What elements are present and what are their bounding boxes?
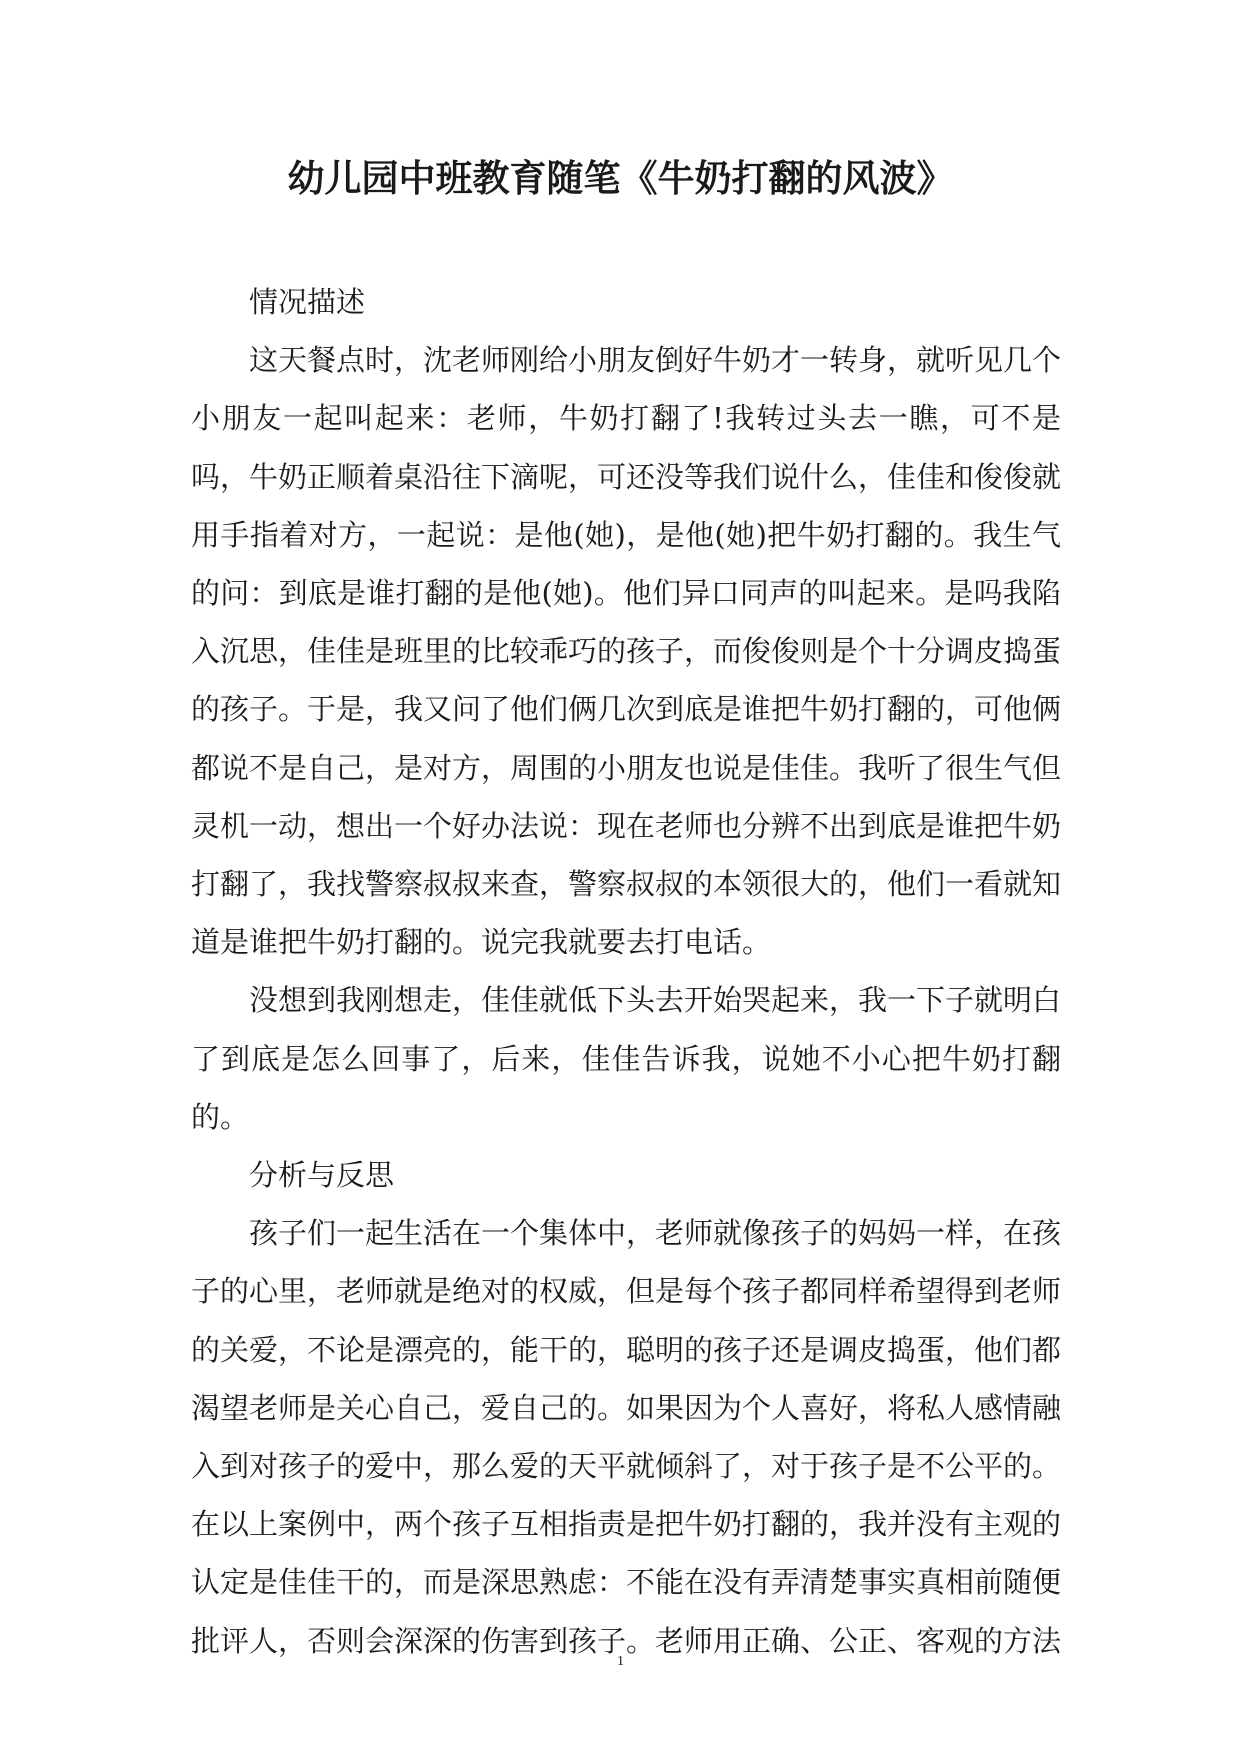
document-body [191,273,1061,1670]
paragraph-analysis: 孩子们一起生活在一个集体中，老师就像孩子的妈妈一样，在孩子的心里，老师就是绝对的权威，但是每个孩子都同样希望得到老师的关爱，不论是漂亮的，能干的，聪明的孩子还是调皮捣蛋，他们都渴望老师是关心自己，爱自己的。如果因为个人喜好，将私人感情融入到对孩子的爱中，那么爱的天平就倾斜了，对于孩子是不公平的。在以上案例中，两个孩子互相指责是把牛奶打翻的，我并没有主观的认定是佳佳干的，而是深思熟虑：不能在没有弄清楚事实真相前随便批评人，否则会深深的伤害到孩子。老师用正确、公正、客观的方法 [191,1216,1062,1658]
paragraph-situation: 这天餐点时，沈老师刚给小朋友倒好牛奶才一转身，就听见几个小朋友一起叫起来：老师，牛奶打翻了!我转过头去一瞧，可不是吗，牛奶正顺着桌沿往下滴呢，可还没等我们说什么，佳佳和俊俊就用手指着对方，一起说：是他(她)，是他(她)把牛奶打翻的。我生气的问：到底是谁打翻的是他(她)。他们异口同声的叫起来。是吗我陷入沉思，佳佳是班里的比较乖巧的孩子，而俊俊则是个十分调皮捣蛋的孩子。于是，我又问了他们俩几次到底是谁把牛奶打翻的，可他俩都说不是自己，是对方，周围的小朋友也说是佳佳。我听了很生气但灵机一动，想出一个好办法说：现在老师也分辨不出到底是谁把牛奶打翻了，我找警察叔叔来查，警察叔叔的本领很大的，他们一看就知道是谁把牛奶打翻的。说完我就要去打电话。 [191,343,1062,960]
page-number: 1 [617,1654,624,1669]
section-heading-analysis: 分析与反思 [249,1158,395,1193]
document-title: 幼儿园中班教育随笔《牛奶打翻的风波》 [287,156,954,200]
section-heading-situation: 情况描述 [249,285,366,319]
paragraph-resolution: 没想到我刚想走，佳佳就低下头去开始哭起来，我一下子就明白了到底是怎么回事了，后来，佳佳告诉我，说她不小心把牛奶打翻的。 [191,983,1062,1134]
